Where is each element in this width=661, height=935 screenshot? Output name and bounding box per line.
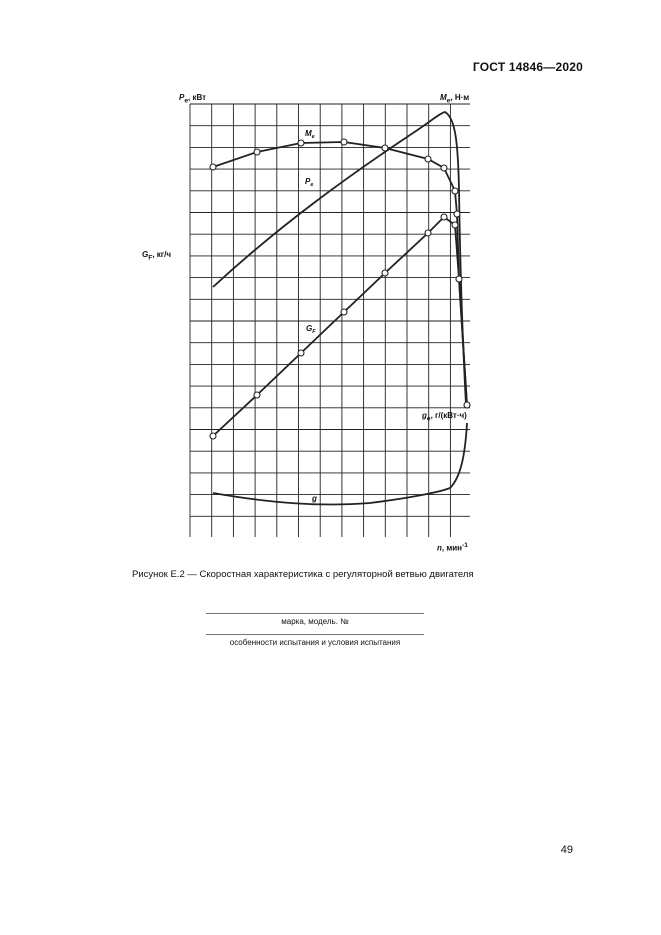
page-number: 49 [560, 844, 573, 856]
conditions-fill-line [206, 634, 424, 635]
torque-point-marker [452, 188, 458, 194]
fuel-flow-point-marker [382, 270, 388, 276]
fuel-flow-point-marker [210, 433, 216, 439]
torque-point-marker [254, 149, 260, 155]
fuel-flow-curve-label: $G_F$ [306, 324, 316, 335]
torque-curve-label: $M_e$ [305, 129, 315, 140]
torque-point-marker [382, 145, 388, 151]
brand-fill-label: марка, модель. № [281, 617, 349, 626]
torque-axis-label: $M_e$, Н·м [440, 93, 470, 105]
speed-axis-label: n, мин$^{-1}$ [437, 542, 468, 553]
torque-point-marker [298, 140, 304, 146]
power-axis-label: $P_e$, кВт [179, 93, 207, 105]
specific-fuel-axis-label: $g_e$, г/(кВт·ч) [422, 411, 467, 423]
power-curve-label: $P_e$ [305, 177, 314, 188]
torque-point-marker [210, 164, 216, 170]
standard-designation: ГОСТ 14846—2020 [472, 60, 583, 74]
torque-point-marker [425, 156, 431, 162]
fuel-flow-point-marker [425, 230, 431, 236]
chart-series-labels [305, 129, 317, 503]
fuel-flow-point-marker [456, 276, 462, 282]
specific-fuel-curve-label: g [312, 494, 317, 503]
fuel-flow-axis-label: $G_F$, кг/ч [142, 250, 171, 262]
chart-grid [190, 104, 470, 537]
fuel-flow-point-marker [341, 309, 347, 315]
fuel-flow-point-marker [298, 350, 304, 356]
brand-fill-line [206, 613, 424, 614]
fuel-flow-point-marker [452, 222, 458, 228]
torque-point-marker [441, 165, 447, 171]
fuel-flow-point-marker [441, 214, 447, 220]
torque-point-marker [454, 211, 460, 217]
figure-caption: Рисунок Е.2 — Скоростная характеристика с регуляторной ветвью двигателя [132, 569, 474, 580]
torque-point-marker [341, 139, 347, 145]
fuel-flow-point-marker [464, 402, 470, 408]
conditions-fill-label: особенности испытания и условия испытания [229, 638, 401, 647]
fuel-flow-point-marker [254, 392, 260, 398]
